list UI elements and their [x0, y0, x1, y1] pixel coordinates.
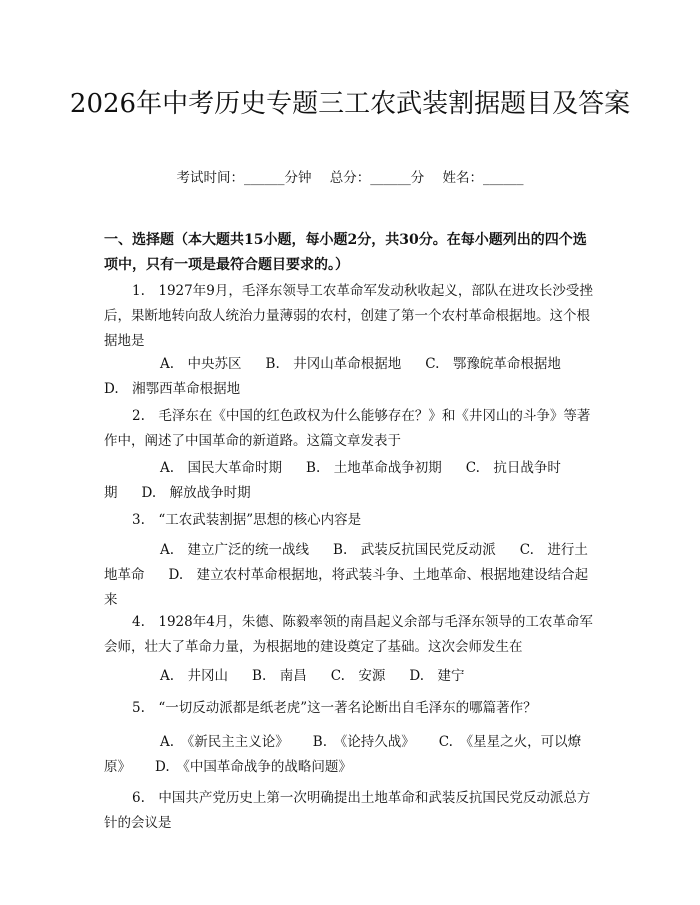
question-1: 1. 1927年9月，毛泽东领导工农革命军发动秋收起义，部队在进攻长沙受挫后，果断地转向敌人统治力量薄弱的农村，创建了第一个农村革命根据地。这个根据地是 — [104, 283, 593, 349]
q2-option-c: C. 抗日战争时期 — [104, 460, 561, 501]
q1-option-b: B. 井冈山革命根据地 — [265, 356, 402, 372]
question-4: 4. 1928年4月，朱德、陈毅率领的南昌起义余部与毛泽东领导的工农革命军会师，壮大了革命力量，为根据地的建设奠定了基础。这次会师发生在 — [104, 614, 593, 655]
q3-option-b: B. 武装反抗国民党反动派 — [333, 542, 496, 558]
q3-option-d: D. 建立农村革命根据地，将武装斗争、土地革命、根据地建设结合起来 — [104, 567, 589, 608]
q4-option-c: C. 安源 — [330, 668, 386, 684]
question-2-options — [104, 456, 596, 506]
question-3: 3. “工农武装割据”思想的核心内容是 — [132, 512, 362, 528]
q5-option-a: A. 《新民主主义论》 — [160, 734, 289, 750]
question-5-options — [104, 730, 596, 780]
q5-option-c: C. 《星星之火，可以燎原》 — [104, 734, 582, 775]
question-1-options — [104, 352, 596, 402]
q1-option-c: C. 鄂豫皖革命根据地 — [425, 356, 561, 372]
q1-option-d: D. 湘鄂西革命根据地 — [104, 381, 241, 397]
question-6: 6. 中国共产党历史上第一次明确提出土地革命和武装反抗国民党反动派总方针的会议是 — [104, 790, 591, 831]
total-score-field: 总分：______分 — [329, 170, 425, 186]
question-2: 2. 毛泽东在《中国的红色政权为什么能够存在？》和《井冈山的斗争》等著作中，阐述了中国革命的新道路。这篇文章发表于 — [104, 408, 591, 449]
q2-option-a: A. 国民大革命时期 — [160, 460, 283, 476]
page-title: 2026年中考历史专题三工农武装割据题目及答案 — [69, 89, 631, 119]
q2-option-b: B. 土地革命战争初期 — [306, 460, 442, 476]
q3-option-a: A. 建立广泛的统一战线 — [160, 542, 310, 558]
q4-option-a: A. 井冈山 — [160, 668, 229, 684]
q2-option-d: D. 解放战争时期 — [141, 485, 251, 501]
q5-option-b: B. 《论持久战》 — [312, 734, 415, 750]
question-4-options — [104, 664, 596, 689]
q1-option-a: A. 中央苏区 — [160, 356, 242, 372]
exam-meta — [0, 168, 700, 188]
student-name-field: 姓名：______ — [442, 170, 524, 186]
q4-option-d: D. 建宁 — [409, 668, 465, 684]
q5-option-d: D. 《中国革命战争的战略问题》 — [155, 759, 352, 775]
question-3-options — [104, 538, 596, 613]
q4-option-b: B. 南昌 — [252, 668, 307, 684]
section-heading: 一、选择题（本大题共15小题，每小题2分，共30分。在每小题列出的四个选项中，只有一项是最符合题目要求的。） — [104, 232, 587, 273]
question-5: 5. “一切反动派都是纸老虎”这一著名论断出自毛泽东的哪篇著作？ — [132, 700, 537, 716]
exam-time-field: 考试时间：______分钟 — [176, 170, 312, 186]
q3-option-c: C. 进行土地革命 — [104, 542, 588, 583]
